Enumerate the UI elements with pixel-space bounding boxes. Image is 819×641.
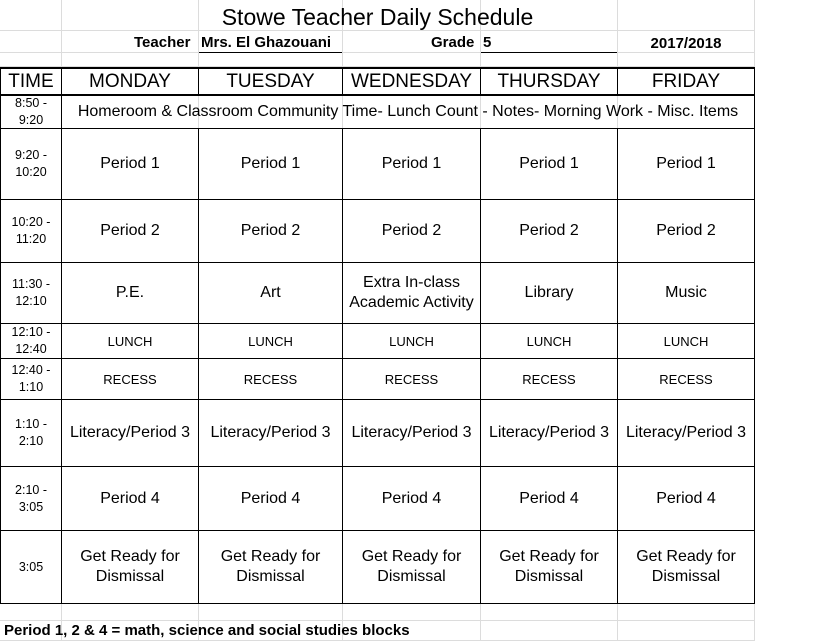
schedule-cell-tuesday: [199, 467, 342, 530]
schedule-cell-friday: [618, 400, 754, 466]
cell-text-line: LUNCH: [663, 333, 709, 349]
cell-text-line: LUNCH: [526, 333, 572, 349]
cell-text-line: Academic Activity: [349, 294, 474, 311]
cell-text-line: Period 4: [240, 489, 301, 507]
schedule-cell-thursday: [481, 531, 617, 603]
cell-text-line: Dismissal: [377, 568, 446, 585]
schedule-cell-wednesday: [343, 129, 480, 199]
cell-text-line: Get Ready for: [220, 548, 321, 565]
table-border-vertical: [754, 67, 755, 604]
schedule-cell-wednesday: [343, 359, 480, 399]
cell-text-line: 9:20: [18, 112, 44, 127]
day-header-friday: FRIDAY: [651, 71, 721, 92]
cell-text-line: Homeroom & Classroom Community Time- Lunch Count - Notes- Morning Work - Misc. Items: [77, 102, 739, 120]
cell-text-line: Get Ready for: [636, 548, 736, 565]
schedule-cell-friday: [618, 359, 754, 399]
schedule-cell-wednesday: [343, 200, 480, 262]
cell-text-line: 10:20 -: [11, 215, 51, 229]
time-slot: [1, 359, 61, 399]
schedule-cell-monday: [62, 129, 198, 199]
cell-text-line: Literacy/Period 3: [210, 424, 331, 441]
schedule-cell-friday: [618, 531, 754, 603]
cell-text-line: LUNCH: [248, 333, 293, 349]
cell-text-line: Period 2: [656, 222, 716, 239]
cell-text-line: RECESS: [103, 371, 157, 387]
cell-text-line: Period 2: [519, 222, 579, 239]
schedule-cell-friday: [618, 467, 754, 530]
schedule-cell-tuesday: [199, 200, 342, 262]
cell-text-line: 8:50 -: [15, 95, 47, 110]
table-border-horizontal: [0, 603, 755, 604]
cell-text-line: Extra In-class: [363, 274, 460, 291]
teacher-name: Mrs. El Ghazouani: [201, 34, 332, 51]
cell-text-line: Get Ready for: [361, 548, 462, 565]
schedule-cell-thursday: [481, 263, 617, 323]
schedule-cell-monday: [62, 324, 198, 358]
day-header-wednesday: WEDNESDAY: [350, 71, 473, 92]
cell-text-line: Art: [260, 284, 281, 301]
schedule-cell-tuesday: [199, 359, 342, 399]
cell-text-line: RECESS: [659, 371, 713, 387]
cell-text-line: 12:10 -: [11, 325, 51, 339]
cell-text-line: Period 1: [656, 155, 716, 172]
cell-text-line: Period 4: [100, 489, 160, 507]
cell-text-line: LUNCH: [107, 333, 153, 349]
schedule-cell-wednesday: [343, 263, 480, 323]
cell-text-line: LUNCH: [389, 333, 434, 349]
footnote: Period 1, 2 & 4 = math, science and social studies blocks: [4, 622, 410, 639]
cell-text-line: 2:10: [18, 434, 44, 448]
cell-text-line: 3:05: [18, 499, 44, 514]
cell-text-line: Literacy/Period 3: [625, 424, 747, 441]
cell-text-line: Dismissal: [95, 568, 165, 585]
cell-text-line: 2:10 -: [15, 482, 47, 497]
schedule-cell-thursday: [481, 467, 617, 530]
grade-underline: [481, 52, 617, 53]
schedule-cell-tuesday: [199, 263, 342, 323]
schedule-cell-monday: [62, 359, 198, 399]
time-column-header: TIME: [8, 71, 54, 92]
schedule-cell-wednesday: [343, 531, 480, 603]
cell-text-line: Literacy/Period 3: [488, 424, 610, 441]
schedule-cell-monday: [62, 531, 198, 603]
schedule-cell-tuesday: [199, 129, 342, 199]
time-slot: [1, 400, 61, 466]
cell-text-line: Period 2: [381, 222, 442, 239]
schedule-cell-monday: [62, 200, 198, 262]
day-header-tuesday: TUESDAY: [226, 71, 315, 92]
schedule-cell-tuesday: [199, 324, 342, 358]
cell-text-line: RECESS: [384, 371, 439, 387]
schedule-cell-wednesday: [343, 467, 480, 530]
time-slot: [1, 263, 61, 323]
cell-text-line: Get Ready for: [80, 548, 180, 565]
schedule-cell-thursday: [481, 324, 617, 358]
time-slot: [1, 324, 61, 358]
cell-text-line: 11:20: [15, 232, 47, 246]
cell-text-line: Period 1: [381, 155, 442, 172]
cell-text-line: Period 1: [240, 155, 301, 172]
cell-text-line: 1:10 -: [15, 417, 47, 431]
schedule-cell-thursday: [481, 129, 617, 199]
cell-text-line: RECESS: [522, 371, 576, 387]
cell-text-line: Period 4: [519, 489, 579, 507]
schedule-cell-friday: [618, 129, 754, 199]
cell-text-line: Period 4: [656, 489, 716, 507]
schedule-cell-wednesday: [343, 324, 480, 358]
cell-text-line: Period 2: [100, 222, 160, 239]
schedule-cell-thursday: [481, 400, 617, 466]
cell-text-line: Literacy/Period 3: [351, 424, 472, 441]
cell-text-line: 12:40 -: [11, 363, 51, 377]
schedule-cell-thursday: [481, 359, 617, 399]
schedule-cell-monday: [62, 263, 198, 323]
schedule-cell-friday: [618, 263, 754, 323]
schedule-cell-friday: [618, 200, 754, 262]
school-year: 2017/2018: [650, 34, 722, 52]
teacher-label: Teacher: [134, 34, 191, 51]
homeroom-banner: [62, 95, 754, 128]
grade-value: 5: [483, 34, 492, 51]
schedule-cell-tuesday: [199, 400, 342, 466]
time-slot: [1, 129, 61, 199]
cell-text-line: 12:40: [15, 342, 47, 356]
schedule-cell-tuesday: [199, 531, 342, 603]
cell-text-line: Period 1: [519, 155, 579, 172]
cell-text-line: Get Ready for: [499, 548, 599, 565]
cell-text-line: 3:05: [18, 559, 44, 574]
time-slot: [1, 95, 61, 128]
day-header-thursday: THURSDAY: [497, 71, 601, 92]
time-slot: [1, 531, 61, 603]
time-slot: [1, 200, 61, 262]
cell-text-line: Literacy/Period 3: [69, 424, 191, 441]
time-slot: [1, 467, 61, 530]
cell-text-line: Period 1: [100, 155, 160, 172]
cell-text-line: 9:20 -: [15, 148, 47, 162]
cell-text-line: Library: [524, 284, 574, 301]
cell-text-line: 1:10: [18, 380, 44, 394]
page-title: Stowe Teacher Daily Schedule: [221, 3, 534, 30]
cell-text-line: Dismissal: [651, 568, 721, 585]
cell-text-line: Dismissal: [514, 568, 584, 585]
day-header-monday: MONDAY: [89, 71, 171, 92]
cell-text-line: RECESS: [243, 371, 298, 387]
cell-text-line: P.E.: [115, 284, 145, 301]
schedule-cell-monday: [62, 400, 198, 466]
schedule-cell-monday: [62, 467, 198, 530]
schedule-cell-friday: [618, 324, 754, 358]
cell-text-line: 12:10: [15, 294, 47, 308]
cell-text-line: 10:20: [15, 165, 47, 179]
grade-label: Grade: [431, 34, 475, 51]
cell-text-line: Dismissal: [236, 568, 305, 585]
cell-text-line: 11:30 -: [12, 277, 50, 291]
cell-text-line: Music: [665, 284, 707, 301]
schedule-cell-thursday: [481, 200, 617, 262]
table-border-horizontal: [0, 67, 755, 69]
schedule-cell-wednesday: [343, 400, 480, 466]
cell-text-line: Period 2: [240, 222, 301, 239]
cell-text-line: Period 4: [381, 489, 442, 507]
